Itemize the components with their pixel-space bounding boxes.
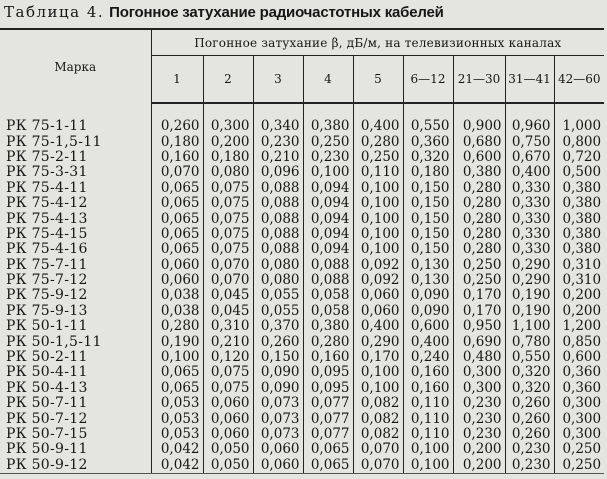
attenuation-value-cell: 0,150 — [253, 350, 303, 365]
attenuation-value-cell: 0,038 — [160, 288, 200, 304]
cable-brand-cell: РК 75-2-11 — [0, 150, 151, 165]
attenuation-value-cell: 0,080 — [203, 165, 253, 180]
attenuation-value-cell: 0,045 — [203, 288, 253, 303]
attenuation-value-cell: 0,070 — [160, 165, 200, 181]
attenuation-value-cell: 0,550 — [403, 119, 453, 134]
attenuation-value-cell: 0,092 — [353, 258, 403, 273]
attenuation-value-cell: 0,060 — [203, 411, 253, 426]
attenuation-value-cell: 0,100 — [353, 181, 403, 196]
table-row — [0, 396, 604, 411]
table-row — [0, 334, 604, 349]
cable-brand-cell: РК 75-9-13 — [0, 304, 151, 319]
attenuation-value-cell: 0,095 — [303, 365, 353, 380]
attenuation-value-cell: 0,150 — [403, 242, 453, 257]
attenuation-value-cell: 0,300 — [203, 119, 253, 134]
attenuation-value-cell: 0,600 — [453, 150, 505, 165]
attenuation-value-cell: 0,400 — [403, 334, 453, 349]
attenuation-value-cell: 0,180 — [403, 165, 453, 180]
attenuation-value-cell: 0,042 — [160, 442, 200, 458]
attenuation-value-cell: 0,240 — [403, 350, 453, 365]
attenuation-value-cell: 0,360 — [554, 381, 604, 396]
attenuation-value-cell: 0,380 — [554, 211, 604, 226]
attenuation-value-cell: 1,200 — [554, 319, 604, 334]
attenuation-value-cell: 0,230 — [453, 427, 505, 442]
table-header — [0, 29, 604, 103]
table-row — [0, 181, 604, 196]
header-spacer-row — [0, 103, 604, 119]
attenuation-value-cell: 0,090 — [403, 304, 453, 319]
attenuation-value-cell: 0,320 — [403, 150, 453, 165]
attenuation-value-cell: 0,340 — [253, 119, 303, 134]
table-row — [0, 119, 604, 134]
attenuation-value-cell: 0,260 — [505, 396, 554, 411]
attenuation-table — [0, 28, 604, 474]
attenuation-value-cell: 0,058 — [303, 304, 353, 319]
attenuation-value-cell: 0,380 — [554, 242, 604, 257]
attenuation-value-cell: 0,060 — [253, 458, 303, 474]
attenuation-value-cell: 0,230 — [505, 458, 554, 474]
attenuation-value-cell: 0,075 — [203, 196, 253, 211]
attenuation-value-cell: 0,090 — [253, 365, 303, 380]
spacer-cell — [0, 103, 151, 119]
attenuation-value-cell: 0,720 — [554, 150, 604, 165]
attenuation-value-cell: 0,075 — [203, 365, 253, 380]
attenuation-value-cell: 0,160 — [403, 381, 453, 396]
attenuation-value-cell: 0,250 — [453, 258, 505, 273]
attenuation-value-cell: 0,230 — [453, 396, 505, 411]
table-caption: Погонное затухание радиочастотных кабелей — [109, 4, 444, 21]
attenuation-value-cell: 0,082 — [353, 427, 403, 442]
attenuation-value-cell: 0,330 — [505, 196, 554, 211]
attenuation-value-cell: 0,800 — [554, 134, 604, 149]
attenuation-value-cell: 0,600 — [403, 319, 453, 334]
attenuation-value-cell: 0,065 — [160, 226, 200, 242]
attenuation-value-cell: 0,200 — [203, 134, 253, 149]
attenuation-value-cell: 0,070 — [353, 458, 403, 474]
attenuation-value-cell: 0,088 — [253, 227, 303, 242]
channel-header-8: 31—41 — [505, 56, 554, 104]
cable-brand-cell: РК 75-7-11 — [0, 258, 151, 273]
attenuation-value-cell: 0,065 — [160, 380, 200, 396]
channel-header-2: 2 — [203, 56, 253, 104]
brand-column-label: Марка — [54, 59, 97, 74]
attenuation-value-cell: 0,190 — [160, 334, 200, 350]
attenuation-value-cell: 0,290 — [505, 273, 554, 288]
attenuation-value-cell: 0,260 — [253, 334, 303, 349]
attenuation-value-cell: 0,670 — [505, 150, 554, 165]
table-row — [0, 350, 604, 365]
cable-brand-cell: РК 50-7-15 — [0, 427, 151, 442]
attenuation-value-cell: 0,088 — [253, 181, 303, 196]
attenuation-value-cell: 0,320 — [505, 365, 554, 380]
attenuation-value-cell: 0,300 — [554, 396, 604, 411]
attenuation-value-cell: 0,180 — [160, 134, 200, 150]
attenuation-value-cell: 0,082 — [353, 396, 403, 411]
attenuation-value-cell: 0,088 — [253, 196, 303, 211]
attenuation-value-cell: 0,090 — [253, 381, 303, 396]
attenuation-value-cell: 0,280 — [453, 196, 505, 211]
spacer-cell — [151, 103, 203, 119]
attenuation-value-cell: 0,038 — [160, 303, 200, 319]
attenuation-value-cell: 0,280 — [353, 134, 403, 149]
attenuation-value-cell: 0,070 — [203, 258, 253, 273]
cable-brand-cell: РК 50-1,5-11 — [0, 334, 151, 349]
attenuation-value-cell: 0,150 — [403, 227, 453, 242]
attenuation-value-cell: 0,088 — [303, 258, 353, 273]
cable-brand-cell: РК 75-9-12 — [0, 288, 151, 303]
attenuation-value-cell: 0,100 — [353, 365, 403, 380]
attenuation-value-cell: 0,290 — [505, 258, 554, 273]
attenuation-value-cell: 0,060 — [353, 288, 403, 303]
attenuation-value-cell: 0,280 — [160, 319, 200, 335]
attenuation-value-cell: 0,100 — [403, 442, 453, 457]
attenuation-value-cell: 0,370 — [253, 319, 303, 334]
attenuation-value-cell: 0,180 — [203, 150, 253, 165]
attenuation-value-cell: 0,075 — [203, 381, 253, 396]
table-number: Таблица 4. — [4, 3, 105, 21]
cable-brand-cell: РК 50-2-11 — [0, 350, 151, 365]
attenuation-value-cell: 0,100 — [353, 381, 403, 396]
table-row — [0, 442, 604, 457]
attenuation-value-cell: 0,950 — [453, 319, 505, 334]
cable-brand-cell: РК 75-1-11 — [0, 119, 151, 134]
attenuation-value-cell: 0,060 — [203, 396, 253, 411]
attenuation-value-cell: 0,210 — [253, 150, 303, 165]
attenuation-value-cell: 0,310 — [554, 258, 604, 273]
attenuation-value-cell: 0,088 — [253, 211, 303, 226]
attenuation-value-cell: 0,230 — [253, 134, 303, 149]
attenuation-value-cell: 0,073 — [253, 411, 303, 426]
attenuation-value-cell: 0,150 — [403, 181, 453, 196]
spacer-cell — [353, 103, 403, 119]
table-row — [0, 427, 604, 442]
attenuation-value-cell: 0,110 — [403, 396, 453, 411]
attenuation-value-cell: 0,500 — [554, 165, 604, 180]
attenuation-value-cell: 0,065 — [160, 365, 200, 381]
table-row — [0, 242, 604, 257]
attenuation-value-cell: 0,060 — [160, 272, 200, 289]
attenuation-value-cell: 0,100 — [403, 458, 453, 474]
table-row — [0, 304, 604, 319]
table-row — [0, 258, 604, 273]
attenuation-value-cell: 0,480 — [453, 350, 505, 365]
channel-header-5: 5 — [353, 56, 403, 104]
brand-column-header — [0, 29, 151, 103]
attenuation-value-cell: 0,065 — [160, 211, 200, 227]
attenuation-value-cell: 0,300 — [453, 365, 505, 380]
attenuation-value-cell: 0,100 — [353, 211, 403, 226]
attenuation-value-cell: 0,110 — [403, 427, 453, 442]
attenuation-value-cell: 0,150 — [403, 211, 453, 226]
attenuation-value-cell: 0,094 — [303, 242, 353, 257]
channel-header-7: 21—30 — [453, 56, 505, 104]
attenuation-value-cell: 0,280 — [453, 242, 505, 257]
attenuation-value-cell: 0,070 — [203, 273, 253, 288]
attenuation-value-cell: 0,330 — [505, 227, 554, 242]
cable-brand-cell: РК 75-4-16 — [0, 242, 151, 257]
attenuation-value-cell: 0,230 — [303, 150, 353, 165]
attenuation-value-cell: 0,900 — [453, 119, 505, 134]
attenuation-value-cell: 0,380 — [554, 181, 604, 196]
attenuation-value-cell: 0,400 — [505, 165, 554, 180]
attenuation-value-cell: 0,200 — [554, 288, 604, 303]
cable-brand-cell: РК 75-7-12 — [0, 273, 151, 288]
attenuation-value-cell: 0,053 — [160, 426, 200, 442]
attenuation-value-cell: 0,780 — [505, 334, 554, 349]
table-row — [0, 288, 604, 303]
attenuation-value-cell: 0,077 — [303, 396, 353, 411]
attenuation-value-cell: 0,310 — [554, 273, 604, 288]
attenuation-value-cell: 0,380 — [453, 165, 505, 180]
attenuation-value-cell: 0,058 — [303, 288, 353, 303]
cable-brand-cell: РК 50-1-11 — [0, 319, 151, 334]
attenuation-group-label: Погонное затухание β, дБ/м, на телевизионных каналах — [194, 35, 562, 50]
attenuation-value-cell: 0,200 — [453, 458, 505, 474]
attenuation-value-cell: 0,380 — [554, 196, 604, 211]
attenuation-value-cell: 0,750 — [505, 134, 554, 149]
attenuation-group-header — [151, 29, 604, 56]
attenuation-value-cell: 0,150 — [403, 196, 453, 211]
attenuation-value-cell: 0,065 — [303, 442, 353, 457]
spacer-cell — [453, 103, 505, 119]
attenuation-value-cell: 0,380 — [554, 227, 604, 242]
attenuation-value-cell: 0,092 — [353, 273, 403, 288]
attenuation-value-cell: 0,100 — [353, 242, 403, 257]
attenuation-value-cell: 0,320 — [505, 381, 554, 396]
spacer-cell — [554, 103, 604, 119]
cable-brand-cell: РК 50-9-12 — [0, 458, 151, 474]
table-row — [0, 150, 604, 165]
attenuation-value-cell: 0,210 — [203, 334, 253, 349]
attenuation-value-cell: 0,055 — [253, 304, 303, 319]
attenuation-value-cell: 0,250 — [303, 134, 353, 149]
channel-header-1: 1 — [151, 56, 203, 104]
attenuation-value-cell: 0,190 — [505, 304, 554, 319]
attenuation-value-cell: 0,330 — [505, 211, 554, 226]
attenuation-value-cell: 0,065 — [160, 180, 200, 196]
attenuation-value-cell: 0,160 — [160, 149, 200, 165]
attenuation-value-cell: 0,094 — [303, 211, 353, 226]
attenuation-value-cell: 0,045 — [203, 304, 253, 319]
cable-brand-cell: РК 50-9-11 — [0, 442, 151, 457]
spacer-cell — [203, 103, 253, 119]
attenuation-value-cell: 0,400 — [353, 119, 403, 134]
attenuation-value-cell: 0,075 — [203, 181, 253, 196]
channel-header-6: 6—12 — [403, 56, 453, 104]
attenuation-value-cell: 0,080 — [253, 273, 303, 288]
table-row — [0, 211, 604, 226]
attenuation-value-cell: 0,080 — [253, 258, 303, 273]
attenuation-value-cell: 0,160 — [403, 365, 453, 380]
attenuation-value-cell: 1,100 — [505, 319, 554, 334]
attenuation-value-cell: 0,077 — [303, 427, 353, 442]
attenuation-value-cell: 0,096 — [253, 165, 303, 180]
attenuation-value-cell: 0,260 — [505, 411, 554, 426]
attenuation-value-cell: 0,094 — [303, 181, 353, 196]
cable-brand-cell: РК 50-4-13 — [0, 381, 151, 396]
attenuation-value-cell: 0,550 — [505, 350, 554, 365]
spacer-cell — [505, 103, 554, 119]
attenuation-value-cell: 0,960 — [505, 119, 554, 134]
attenuation-value-cell: 0,060 — [253, 442, 303, 457]
table-title — [4, 3, 444, 21]
table-row — [0, 134, 604, 149]
attenuation-value-cell: 0,170 — [453, 304, 505, 319]
attenuation-value-cell: 0,300 — [554, 427, 604, 442]
attenuation-value-cell: 0,170 — [453, 288, 505, 303]
attenuation-value-cell: 0,075 — [203, 242, 253, 257]
attenuation-value-cell: 0,100 — [353, 227, 403, 242]
attenuation-value-cell: 0,088 — [253, 242, 303, 257]
spacer-cell — [253, 103, 303, 119]
attenuation-value-cell: 0,100 — [160, 349, 200, 366]
attenuation-value-cell: 0,053 — [160, 396, 200, 412]
attenuation-value-cell: 0,053 — [160, 411, 200, 427]
attenuation-value-cell: 0,280 — [453, 211, 505, 226]
table-row — [0, 196, 604, 211]
attenuation-value-cell: 0,250 — [554, 458, 604, 474]
attenuation-value-cell: 0,280 — [453, 227, 505, 242]
attenuation-value-cell: 0,380 — [303, 319, 353, 334]
attenuation-value-cell: 0,100 — [303, 165, 353, 180]
attenuation-value-cell: 0,400 — [353, 319, 403, 334]
attenuation-value-cell: 0,250 — [353, 150, 403, 165]
table-row — [0, 273, 604, 288]
attenuation-value-cell: 0,094 — [303, 227, 353, 242]
attenuation-value-cell: 0,190 — [505, 288, 554, 303]
table-row — [0, 227, 604, 242]
attenuation-value-cell: 0,060 — [203, 427, 253, 442]
attenuation-value-cell: 0,380 — [303, 119, 353, 134]
attenuation-value-cell: 0,073 — [253, 396, 303, 411]
attenuation-value-cell: 0,360 — [554, 365, 604, 380]
attenuation-value-cell: 0,082 — [353, 411, 403, 426]
cable-brand-cell: РК 75-4-13 — [0, 211, 151, 226]
attenuation-value-cell: 0,330 — [505, 242, 554, 257]
cable-brand-cell: РК 50-4-11 — [0, 365, 151, 380]
attenuation-value-cell: 0,065 — [303, 458, 353, 474]
attenuation-value-cell: 0,090 — [403, 288, 453, 303]
attenuation-value-cell: 0,088 — [303, 273, 353, 288]
cable-brand-cell: РК 75-3-31 — [0, 165, 151, 180]
table-row — [0, 165, 604, 180]
table-body — [0, 103, 604, 473]
attenuation-value-cell: 0,095 — [303, 381, 353, 396]
attenuation-value-cell: 0,330 — [505, 181, 554, 196]
table-row — [0, 411, 604, 426]
attenuation-value-cell: 0,690 — [453, 334, 505, 349]
attenuation-value-cell: 0,260 — [505, 427, 554, 442]
attenuation-value-cell: 0,060 — [353, 304, 403, 319]
attenuation-value-cell: 0,850 — [554, 334, 604, 349]
channel-header-4: 4 — [303, 56, 353, 104]
table-row — [0, 381, 604, 396]
attenuation-value-cell: 0,230 — [505, 442, 554, 457]
attenuation-value-cell: 0,065 — [160, 195, 200, 212]
attenuation-value-cell: 0,110 — [403, 411, 453, 426]
attenuation-value-cell: 0,073 — [253, 427, 303, 442]
attenuation-value-cell: 0,050 — [203, 442, 253, 457]
attenuation-value-cell: 0,290 — [353, 334, 403, 349]
attenuation-value-cell: 0,300 — [554, 411, 604, 426]
attenuation-value-cell: 0,075 — [203, 211, 253, 226]
attenuation-value-cell: 0,077 — [303, 411, 353, 426]
attenuation-value-cell: 0,130 — [403, 273, 453, 288]
cable-brand-cell: РК 75-1,5-11 — [0, 134, 151, 149]
attenuation-value-cell: 0,600 — [554, 350, 604, 365]
attenuation-value-cell: 0,055 — [253, 288, 303, 303]
attenuation-value-cell: 0,130 — [403, 258, 453, 273]
attenuation-value-cell: 0,094 — [303, 196, 353, 211]
attenuation-value-cell: 0,280 — [453, 181, 505, 196]
cable-brand-cell: РК 50-7-12 — [0, 411, 151, 426]
attenuation-value-cell: 0,050 — [203, 458, 253, 474]
spacer-cell — [403, 103, 453, 119]
attenuation-value-cell: 0,100 — [353, 196, 403, 211]
attenuation-value-cell: 0,250 — [453, 273, 505, 288]
attenuation-value-cell: 0,260 — [160, 119, 200, 135]
cable-brand-cell: РК 75-4-15 — [0, 227, 151, 242]
attenuation-value-cell: 0,060 — [160, 257, 200, 273]
attenuation-value-cell: 0,200 — [453, 442, 505, 457]
attenuation-value-cell: 0,250 — [554, 442, 604, 457]
attenuation-value-cell: 0,065 — [160, 242, 200, 258]
attenuation-value-cell: 0,170 — [353, 350, 403, 365]
cable-brand-cell: РК 75-4-11 — [0, 181, 151, 196]
attenuation-value-cell: 0,120 — [203, 350, 253, 365]
table-row — [0, 458, 604, 474]
attenuation-value-cell: 0,160 — [303, 350, 353, 365]
cable-brand-cell: РК 50-7-11 — [0, 396, 151, 411]
attenuation-value-cell: 1,000 — [554, 119, 604, 134]
attenuation-value-cell: 0,310 — [203, 319, 253, 334]
table-row — [0, 365, 604, 380]
attenuation-value-cell: 0,075 — [203, 227, 253, 242]
attenuation-value-cell: 0,680 — [453, 134, 505, 149]
table-row — [0, 319, 604, 334]
cable-brand-cell: РК 75-4-12 — [0, 196, 151, 211]
channel-header-9: 42—60 — [554, 56, 604, 104]
attenuation-value-cell: 0,230 — [453, 411, 505, 426]
attenuation-value-cell: 0,070 — [353, 442, 403, 457]
attenuation-value-cell: 0,042 — [151, 458, 203, 474]
channel-header-3: 3 — [253, 56, 303, 104]
attenuation-value-cell: 0,280 — [303, 334, 353, 349]
attenuation-value-cell: 0,300 — [453, 381, 505, 396]
spacer-cell — [303, 103, 353, 119]
attenuation-value-cell: 0,360 — [403, 134, 453, 149]
attenuation-value-cell: 0,110 — [353, 165, 403, 180]
attenuation-value-cell: 0,200 — [554, 304, 604, 319]
